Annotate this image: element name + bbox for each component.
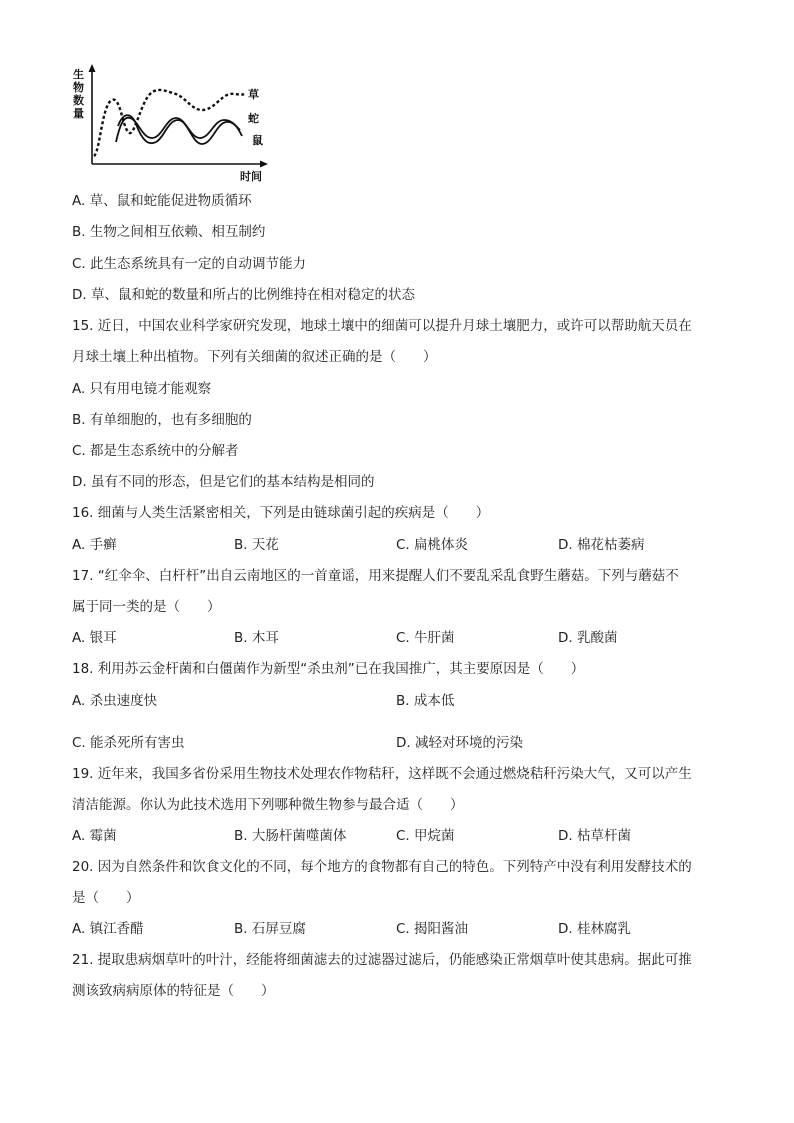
- q18-option-b: B. 成本低: [396, 693, 455, 709]
- q20-stem-2: 是（ ）: [72, 890, 140, 906]
- q18-option-d: D. 减轻对环境的污染: [396, 735, 523, 751]
- q15-stem-1: 15. 近日，中国农业科学家研究发现，地球土壤中的细菌可以提升月球土壤肥力，或许可以帮助航天员在: [72, 318, 692, 334]
- q17-option-b: B. 木耳: [234, 630, 279, 646]
- grass-curve: [94, 90, 244, 156]
- q15-stem-2: 月球土壤上种出植物。下列有关细菌的叙述正确的是（ ）: [72, 349, 437, 365]
- q17-stem-2: 属于同一类的是（ ）: [72, 599, 221, 615]
- q20-option-b: B. 石屏豆腐: [234, 921, 306, 937]
- q19-option-c: C. 甲烷菌: [396, 828, 455, 844]
- q14-option-c: C. 此生态系统具有一定的自动调节能力: [72, 256, 307, 272]
- q14-option-b: B. 生物之间相互依赖、相互制约: [72, 224, 266, 240]
- q20-option-a: A. 镇江香醋: [72, 921, 144, 937]
- q20-option-d: D. 桂林腐乳: [558, 921, 631, 937]
- q18-option-c: C. 能杀死所有害虫: [72, 735, 185, 751]
- q14-option-a: A. 草、鼠和蛇能促进物质循环: [72, 193, 252, 209]
- label-mouse: 鼠: [252, 134, 263, 147]
- q20-stem-1: 20. 因为自然条件和饮食文化的不同，每个地方的食物都有自己的特色。下列特产中没有利用发酵技术的: [72, 859, 692, 875]
- q17-stem-1: 17. “红伞伞、白杆杆”出自云南地区的一首童谣，用来提醒人们不要乱采乱食野生蘑菇。下列与蘑菇不: [72, 568, 679, 584]
- q14-option-d: D. 草、鼠和蛇的数量和所占的比例维持在相对稳定的状态: [72, 287, 415, 303]
- y-label-4: 量: [73, 107, 84, 120]
- y-label-3: 数: [73, 94, 84, 107]
- q17-option-d: D. 乳酸菌: [558, 630, 618, 646]
- y-axis-arrow: [89, 64, 96, 72]
- q15-option-c: C. 都是生态系统中的分解者: [72, 443, 239, 459]
- q17-option-a: A. 银耳: [72, 630, 117, 646]
- q16-option-a: A. 手癣: [72, 537, 117, 553]
- q15-option-d: D. 虽有不同的形态，但是它们的基本结构是相同的: [72, 474, 375, 490]
- q20-option-c: C. 揭阳酱油: [396, 921, 469, 937]
- q21-stem-1: 21. 提取患病烟草叶的叶汁，经能将细菌滤去的过滤器过滤后，仍能感染正常烟草叶使其患病。据此可推: [72, 952, 692, 968]
- q16-option-d: D. 棉花枯萎病: [558, 537, 645, 553]
- label-grass: 草: [248, 88, 259, 101]
- y-label-1: 生: [73, 68, 84, 81]
- q19-option-b: B. 大肠杆菌噬菌体: [234, 828, 347, 844]
- q15-option-a: A. 只有用电镜才能观察: [72, 381, 212, 397]
- x-label: 时间: [240, 170, 262, 182]
- q19-option-a: A. 霉菌: [72, 828, 117, 844]
- q17-option-c: C. 牛肝菌: [396, 630, 455, 646]
- x-axis-arrow: [260, 161, 268, 168]
- q19-stem-1: 19. 近年来，我国多省份采用生物技术处理农作物秸秆，这样既不会通过燃烧秸秆污染大气，又可以产生: [72, 766, 692, 782]
- q18-option-a: A. 杀虫速度快: [72, 693, 158, 709]
- q21-stem-2: 测该致病病原体的特征是（ ）: [72, 983, 275, 999]
- y-label-2: 物: [73, 81, 84, 94]
- q19-option-d: D. 枯草杆菌: [558, 828, 631, 844]
- q16-option-c: C. 扁桃体炎: [396, 537, 469, 553]
- q19-stem-2: 清洁能源。你认为此技术选用下列哪种微生物参与最合适（ ）: [72, 797, 464, 813]
- q16-option-b: B. 天花: [234, 537, 279, 553]
- population-figure: [70, 64, 270, 182]
- q16-stem: 16. 细菌与人类生活紧密相关，下列是由链球菌引起的疾病是（ ）: [72, 505, 490, 521]
- q18-stem: 18. 利用苏云金杆菌和白僵菌作为新型“杀虫剂”已在我国推广，其主要原因是（ ）: [72, 661, 585, 677]
- label-snake: 蛇: [248, 112, 259, 125]
- q15-option-b: B. 有单细胞的，也有多细胞的: [72, 412, 252, 428]
